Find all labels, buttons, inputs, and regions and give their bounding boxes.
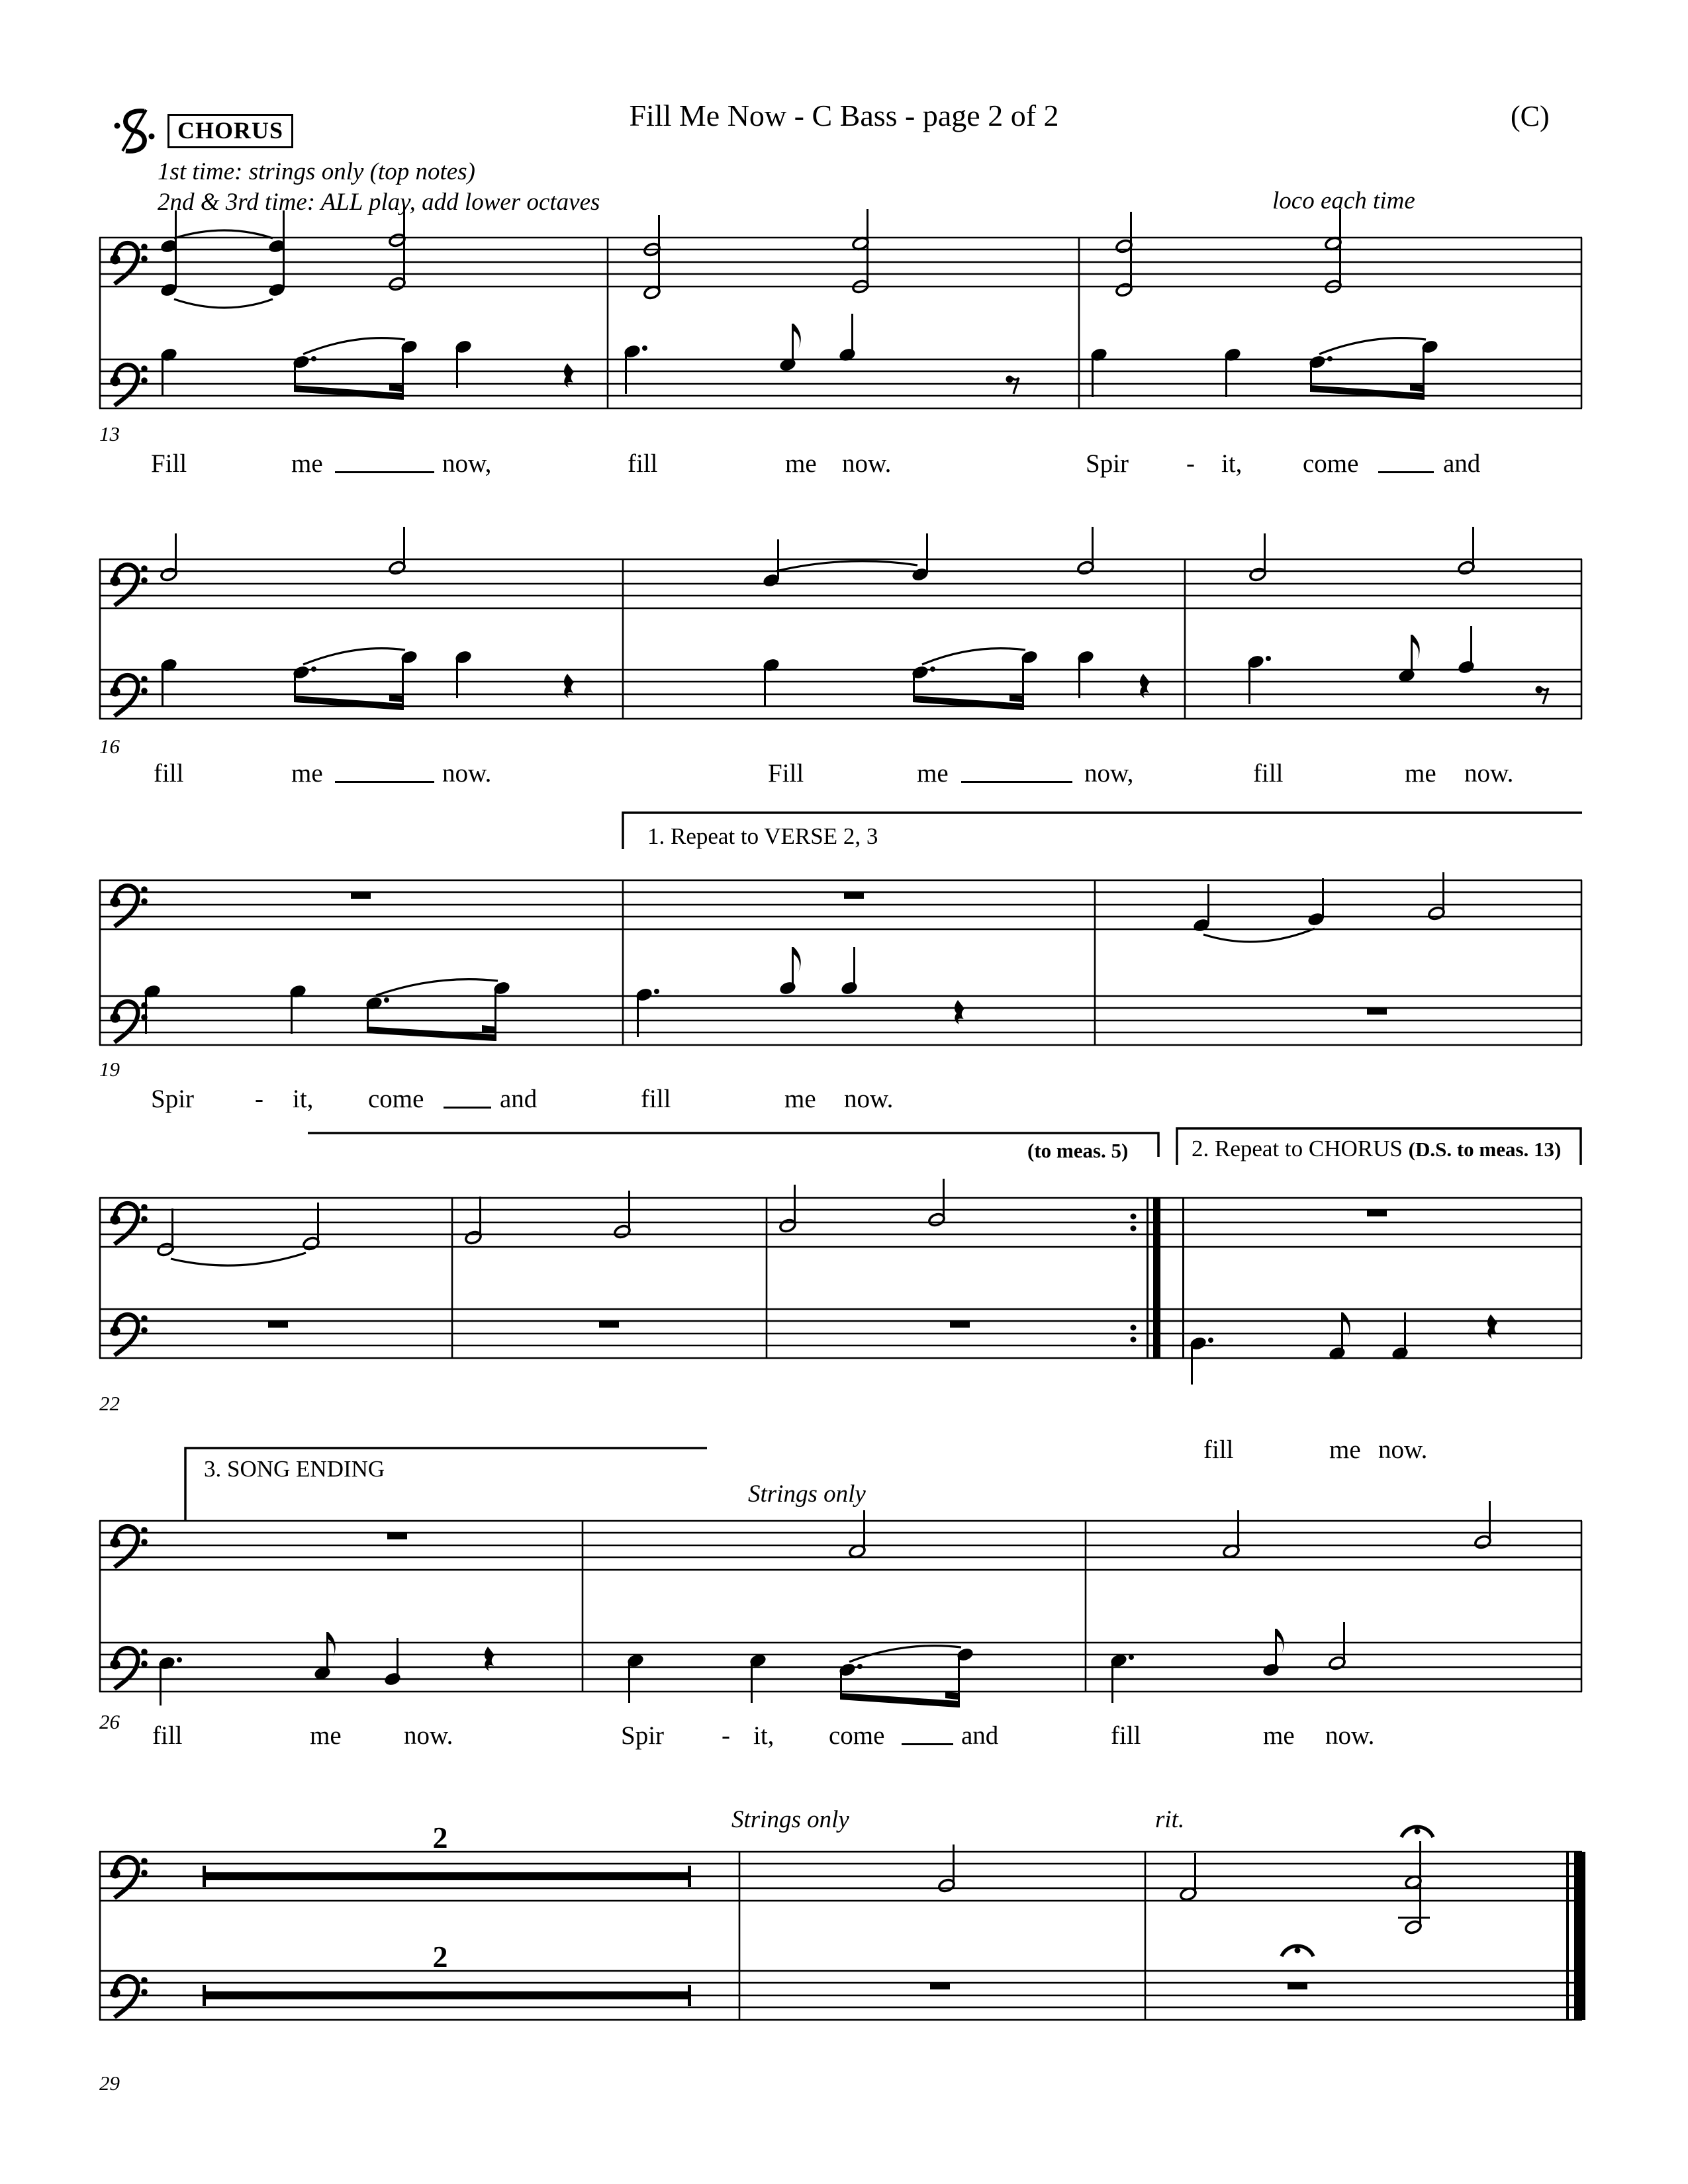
lyric-extender — [902, 1743, 953, 1745]
lyric-word: fill — [628, 449, 658, 478]
directive-loco: loco each time — [1272, 187, 1415, 214]
system-4-notation — [99, 1128, 1582, 1385]
measure-number: 19 — [99, 1058, 120, 1081]
lyric-word: come — [368, 1085, 424, 1113]
lyric-extender — [961, 781, 1072, 783]
lyric-word: and — [1443, 449, 1481, 478]
lyric-word: me — [917, 759, 949, 788]
volta-2-text: 2. Repeat to CHORUS — [1192, 1136, 1403, 1161]
lyric-word: now. — [842, 449, 892, 478]
measure-number: 26 — [99, 1710, 120, 1733]
lyric-word: me — [291, 759, 323, 788]
lyric-extender — [335, 471, 434, 473]
directive-strings-only-1: Strings only — [748, 1480, 866, 1508]
lyric-word: Spir — [621, 1721, 665, 1750]
lyric-word: me — [785, 449, 817, 478]
multirest-count-upper: 2 — [432, 1821, 448, 1854]
page-title: Fill Me Now - C Bass - page 2 of 2 — [629, 99, 1059, 132]
directive-rit: rit. — [1155, 1806, 1185, 1833]
lyric-extender — [335, 781, 434, 783]
lyric-word: fill — [641, 1085, 671, 1113]
lyric-word: now. — [442, 759, 492, 788]
lyric-word: come — [1303, 449, 1359, 478]
lyric-word: now. — [1378, 1435, 1428, 1464]
lyric-word: it, — [1221, 449, 1243, 478]
volta-2-label — [1192, 1136, 1561, 1162]
lyric-word: fill — [154, 759, 184, 788]
lyric-word: Fill — [768, 759, 804, 788]
lyric-word: and — [500, 1085, 538, 1113]
lyric-word: now. — [844, 1085, 894, 1113]
lyric-word: fill — [1253, 759, 1284, 788]
measure-number: 16 — [99, 735, 120, 758]
lyric-word: fill — [1111, 1721, 1141, 1750]
lyric-word: now, — [1084, 759, 1134, 788]
lyric-word: now, — [442, 449, 492, 478]
lyric-word: and — [961, 1721, 999, 1750]
lyric-word: come — [829, 1721, 885, 1750]
lyric-word: me — [1329, 1435, 1361, 1464]
lyric-word: - — [722, 1721, 730, 1750]
lyric-word: me — [310, 1721, 342, 1750]
lyric-word: me — [1263, 1721, 1295, 1750]
measure-number: 22 — [99, 1392, 120, 1415]
lyric-word: Spir — [1086, 449, 1129, 478]
lyric-word: fill — [1203, 1435, 1234, 1464]
lyric-word: it, — [753, 1721, 774, 1750]
lyric-word: now. — [1325, 1721, 1375, 1750]
lyric-word: - — [1186, 449, 1195, 478]
instruction-line-2: 2nd & 3rd time: ALL play, add lower octaves — [158, 189, 600, 216]
system-6-notation — [99, 1821, 1585, 2020]
lyric-word: now. — [404, 1721, 453, 1750]
lyric-word: now. — [1464, 759, 1514, 788]
lyric-word: fill — [152, 1721, 183, 1750]
lyric-word: it, — [293, 1085, 314, 1113]
volta-2-suffix: (D.S. to meas. 13) — [1408, 1138, 1562, 1161]
lyric-word: - — [255, 1085, 263, 1113]
measure-number: 29 — [99, 2071, 120, 2095]
volta-3-label: 3. SONG ENDING — [204, 1456, 385, 1482]
lyric-extender — [1378, 471, 1434, 473]
lyric-word: Spir — [151, 1085, 195, 1113]
system-1-notation — [99, 206, 1582, 408]
part-key-mark: (C) — [1511, 100, 1550, 132]
lyric-word: Fill — [151, 449, 187, 478]
lyric-word: me — [291, 449, 323, 478]
instruction-line-1: 1st time: strings only (top notes) — [158, 158, 475, 185]
lyric-word: me — [784, 1085, 816, 1113]
system-2-notation — [99, 527, 1582, 719]
lyric-extender — [444, 1107, 491, 1109]
directive-strings-only-2: Strings only — [731, 1806, 849, 1833]
volta-1-end-label: (to meas. 5) — [1027, 1139, 1129, 1162]
volta-1-label: 1. Repeat to VERSE 2, 3 — [647, 823, 878, 849]
rehearsal-mark-chorus: CHORUS — [167, 114, 293, 148]
multirest-count-lower: 2 — [432, 1940, 448, 1974]
lyric-word: me — [1405, 759, 1436, 788]
measure-number: 13 — [99, 422, 120, 445]
